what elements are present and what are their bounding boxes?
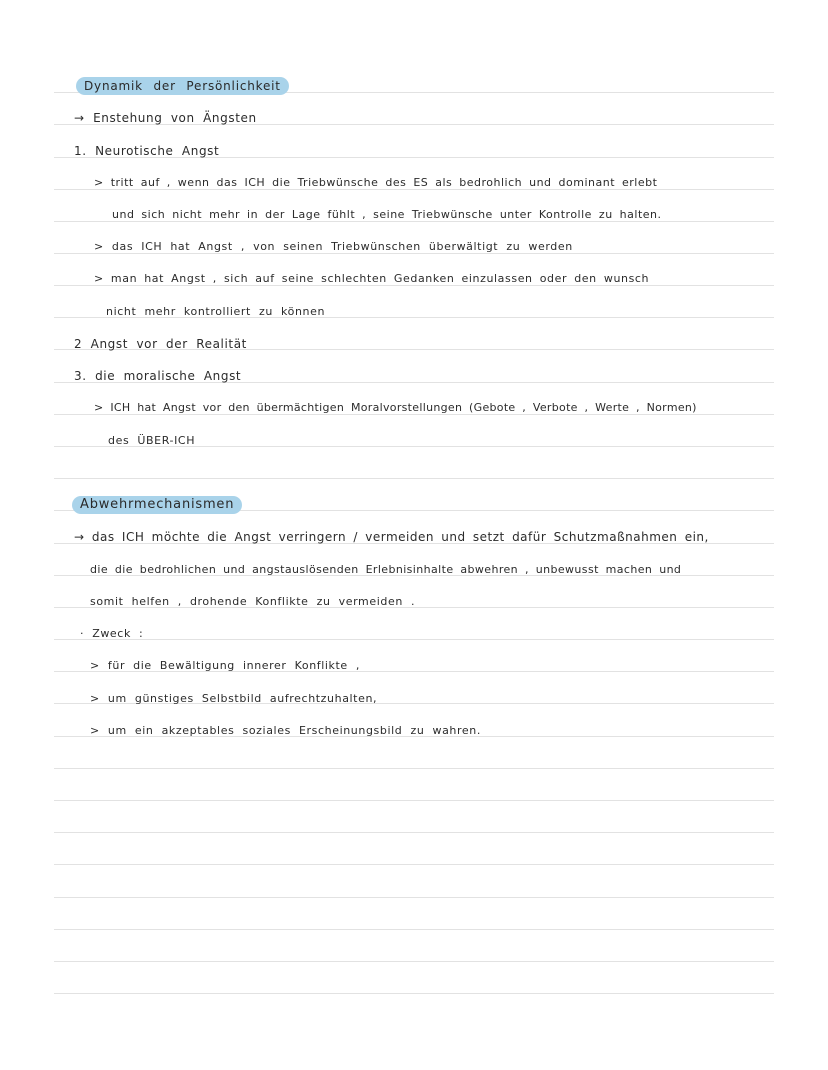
note-line: > um günstiges Selbstbild aufrechtzuhalten, [90,692,378,705]
note-line: > ICH hat Angst vor den übermächtigen Moralvorstellungen (Gebote , Verbote , Werte , Normen) [94,401,697,414]
note-line: → das ICH möchte die Angst verringern / vermeiden und setzt dafür Schutzmaßnahmen ein, [74,530,709,544]
section-heading-abwehrmechanismen: Abwehrmechanismen [72,496,242,514]
note-line: > tritt auf , wenn das ICH die Triebwünsche des ES als bedrohlich und dominant erlebt [94,176,658,189]
note-line: die die bedrohlichen und angstauslösenden Erlebnisinhalte abwehren , unbewusst machen und [90,563,682,576]
note-line: · Zweck : [80,627,144,640]
note-line: > das ICH hat Angst , von seinen Triebwünschen überwältigt zu werden [94,240,573,253]
note-line: > man hat Angst , sich auf seine schlechten Gedanken einzulassen oder den wunsch [94,272,650,285]
note-line: somit helfen , drohende Konflikte zu vermeiden . [90,595,416,608]
note-line: 1. Neurotische Angst [74,144,220,158]
note-line: > für die Bewältigung innerer Konflikte , [90,659,360,672]
note-line: 3. die moralische Angst [74,369,242,383]
note-line: 2 Angst vor der Realität [74,337,247,351]
section-heading-dynamik: Dynamik der Persönlichkeit [76,77,289,95]
note-line: und sich nicht mehr in der Lage fühlt , seine Triebwünsche unter Kontrolle zu halten. [112,208,662,221]
note-line: nicht mehr kontrolliert zu können [106,305,326,318]
note-line: > um ein akzeptables soziales Erscheinungsbild zu wahren. [90,724,481,737]
note-line: → Enstehung von Ängsten [74,111,257,125]
note-line: des ÜBER-ICH [108,434,196,447]
